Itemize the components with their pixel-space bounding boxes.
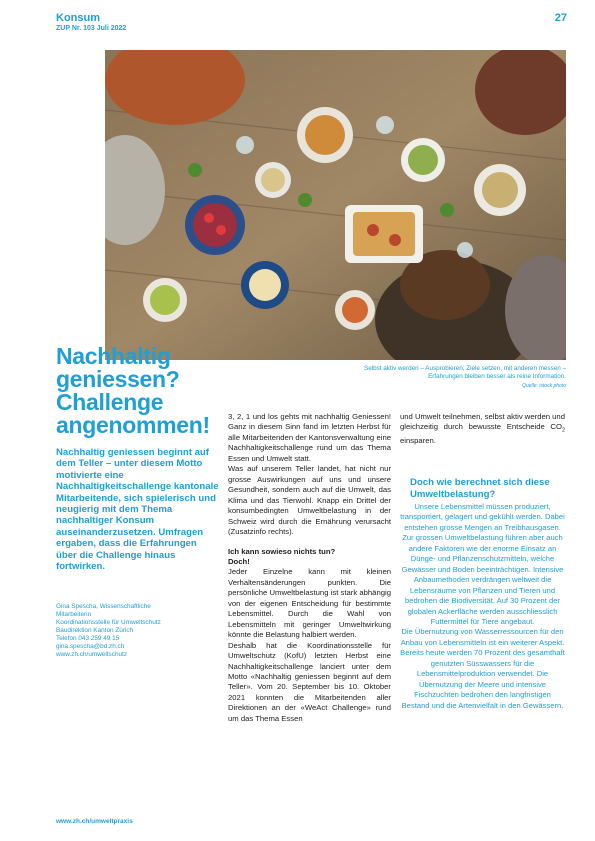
photo-credit: Quelle: istock photo [522, 383, 566, 389]
author-info: Gina Spescha, Wissenschaftliche Mitarbeiterin Koordinationsstelle für Umweltschutz Baudirektion Kanton Zürich Telefon 043 259 49 15 gina.spescha@bd.zh.ch www.zh.ch/umweltschutz [56, 603, 226, 659]
infobox-body: Unsere Lebensmittel müssen produziert, transportiert, gelagert und gekühlt werden. Dabei entstehen grosse Mengen an Treibhausgasen. Zur grossen Umweltbelastung führen aber auch andere Faktoren wie der enorme Einsatz an Dünge- und Pflanzenschutzmitteln, welche Gewässer und Boden beeinträchtigen. Intensive Anbaumethoden verdrängen weltweit die Lebensräume von Pflanzen und Tieren und bedrohen die Biodiversität. Auf 30 Prozent der globalen Ackerfläche werden ausschliesslich Futtermittel für Tiere angebaut. Die Übernutzung von Wasserressourcen für den Anbau von Lebensmitteln ist ein weiterer Aspekt. Bereits heute werden 70 Prozent des gesamthaft genutzten Süsswassers für die Lebensmittelproduktion verwendet. Die Übernutzung der Meere und intensive Fischzuchten bedrohen den langfristigen Bestand und die Artenvielfalt in den Gewässern. [400, 502, 565, 710]
section-title: Konsum [56, 12, 100, 24]
article-lead: Nachhaltig geniessen beginnt auf dem Teller – unter diesem Motto motivierte eine Nachhaltigkeitschallenge kantonale Mitarbeitende, sich spielerisch und neugierig mit dem Thema nachhaltiger Konsum auseinanderzusetzen. Umfragen ergaben, dass die Erfahrungen über die Challenge hinaus fortwirken. [56, 447, 219, 573]
article-column-2: 3, 2, 1 und los gehts mit nachhaltig Geniessen! Ganz in diesem Sinn fand im letzten Herbst für alle Mitarbeitenden der Kantonsverwaltung eine Nachhaltigkeitschallenge rund um das Thema Essen und Umwelt statt. Was auf unserem Teller landet, hat nicht nur grosse Auswirkungen auf uns und unsere Gesundheit, sondern auch auf die Umwelt, das Klima und das Tierwohl. Knapp ein Drittel der konsumbedingten Umweltbelastung in der Schweiz wird durch die Ernährung verursacht (Zusatzinfo rechts). Ich kann sowieso nichts tun? Doch! Jeder Einzelne kann mit kleinen Verhaltensänderungen punkten. Die persönliche Umweltbelastung ist stark abhängig von der eigenen Entscheidung für bestimmte Lebensmittel. Durch die Wahl von Lebensmitteln mit geringer Umweltwirkung könnte die Belastung halbiert werden. Deshalb hat die Koordinationsstelle für Umweltschutz (KofU) letzten Herbst eine Nachhaltigkeitschallenge lanciert unter dem Motto «Nachhaltig geniessen beginnt auf dem Teller». Vom 20. September bis 10. Oktober 2021 konnten die Mitarbeitenden aller Direktionen an der «WeAct Challenge» rund um das Thema Essen [228, 412, 391, 723]
subheading: Ich kann sowieso nichts tun? [228, 547, 336, 557]
photo-caption: Selbst aktiv werden – Ausprobieren, Ziele setzen, mit anderen messen – Erfahrungen bleiben besser als reine Information. [364, 365, 566, 381]
author-email[interactable]: gina.spescha@bd.zh.ch [56, 643, 125, 650]
article-photo [105, 50, 566, 360]
author-website[interactable]: www.zh.ch/umweltschutz [56, 651, 128, 658]
issue-label: ZUP Nr. 103 Juli 2022 [56, 25, 127, 32]
footer-link[interactable]: www.zh.ch/umweltpraxis [56, 818, 133, 825]
page-number: 27 [554, 12, 567, 24]
infobox-heading: Doch wie berechnet sich diese Umweltbelastung? [410, 477, 550, 500]
dinner-table-illustration [105, 50, 566, 360]
glass [376, 116, 394, 134]
article-title: Nachhaltig geniessen? Challenge angenommen! [56, 343, 210, 438]
subheading-answer: Doch! [228, 557, 250, 567]
article-column-3: und Umwelt teilnehmen, selbst aktiv werden und gleichzeitig durch bewusste Entscheide $CO_2$ einsparen. [400, 412, 565, 446]
